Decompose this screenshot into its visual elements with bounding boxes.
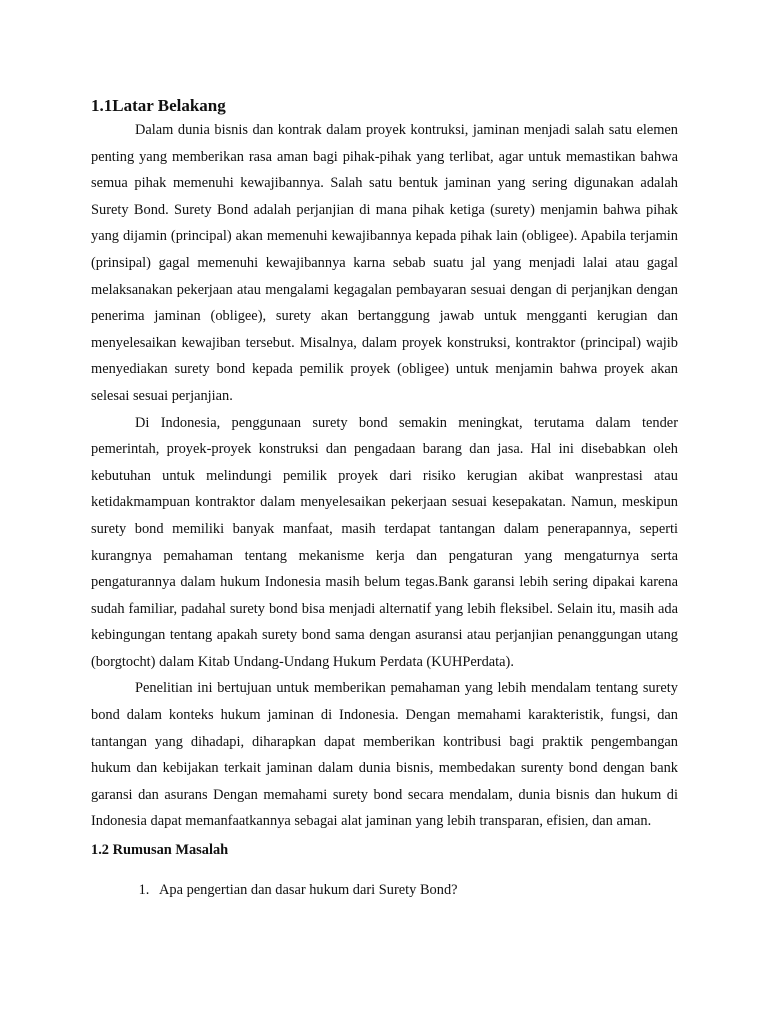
document-content — [91, 95, 678, 903]
section-heading-rumusan-masalah: 1.2 Rumusan Masalah — [91, 842, 229, 859]
paragraph-1: Dalam dunia bisnis dan kontrak dalam proyek kontruksi, jaminan menjadi salah satu elemen penting yang memberikan rasa aman bagi pihak-pihak yang terlibat, agar untuk memastikan bahwa semua pihak memenuhi kewajibannya. Salah satu bentuk jaminan yang sering digunakan adalah Surety Bond. Surety Bond adalah perjanjian di mana pihak ketiga (surety) menjamin bahwa pihak yang dijamin (principal) akan memenuhi kewajibannya kepada pihak lain (obligee). Apabila terjamin (prinsipal) gagal memenuhi kewajibannya karna sebab suatu jal yang menjadi lalai atau gagal melaksanakan pekerjaan atau mengalami kegagalan pembayaran sesuai dengan di perjanjkan dengan penerima jaminan (obligee), surety akan bertanggung jawab untuk mengganti kerugian dan menyelesaikan kewajiban tersebut. Misalnya, dalam proyek konstruksi, kontraktor (principal) wajib menyediakan surety bond kepada pemilik proyek (obligee) untuk menjamin bahwa proyek akan selesai sesuai perjanjian. — [91, 122, 678, 404]
list-item: 1. Apa pengertian dan dasar hukum dari Surety Bond? — [153, 877, 678, 903]
paragraph-2: Di Indonesia, penggunaan surety bond semakin meningkat, terutama dalam tender pemerintah, proyek-proyek konstruksi dan pengadaan barang dan jasa. Hal ini disebabkan oleh kebutuhan untuk melindungi pemilik proyek dari risiko kerugian akibat wanprestasi atau ketidakmampuan kontraktor dalam menyelesaikan pekerjaan sesuai kesepakatan. Namun, meskipun surety bond memiliki banyak manfaat, masih terdapat tantangan dalam penerapannya, seperti kurangnya pemahaman tentang mekanisme kerja dan pengaturan yang mengaturnya serta pengaturannya dalam hukum Indonesia masih belum tegas.Bank garansi lebih sering dipakai karena sudah familiar, padahal surety bond bisa menjadi alternatif yang lebih fleksibel. Selain itu, masih ada kebingungan tentang apakah surety bond sama dengan asuransi atau perjanjian penanggungan utang (borgtocht) dalam Kitab Undang-Undang Hukum Perdata (KUHPerdata). — [91, 414, 678, 670]
section-heading-latar-belakang: 1.1Latar Belakang — [91, 96, 226, 115]
paragraph-3: Penelitian ini bertujuan untuk memberikan pemahaman yang lebih mendalam tentang surety bond dalam konteks hukum jaminan di Indonesia. Dengan memahami karakteristik, fungsi, dan tantangan yang dihadapi, diharapkan dapat memberikan kontribusi bagi praktik pengembangan hukum dan kebijakan terkait jaminan dalam dunia bisnis, membedakan surenty bond dengan bank garansi dan asurans Dengan memahami surety bond secara mendalam, dunia bisnis dan hukum di Indonesia dapat memanfaatkannya sebagai alat jaminan yang lebih transparan, efisien, dan aman. — [91, 680, 678, 830]
problem-list — [91, 877, 678, 903]
